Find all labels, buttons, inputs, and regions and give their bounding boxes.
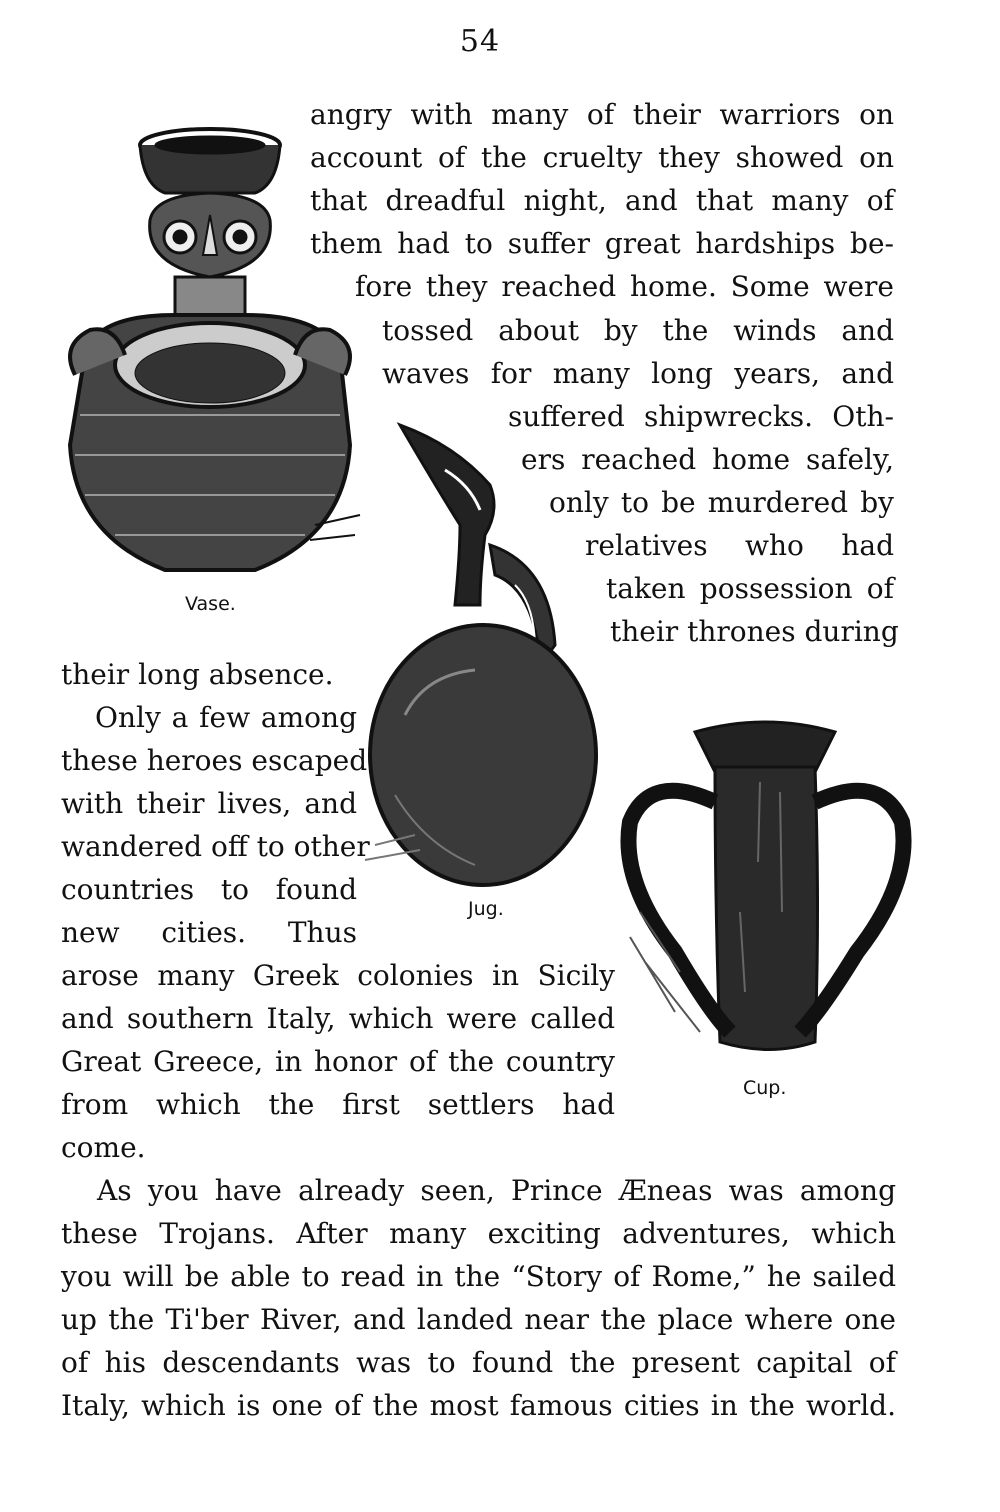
text-line: Great Greece, in honor of the country: [61, 1045, 615, 1078]
text-line: you will be able to read in the “Story of Rome,” he sailed: [61, 1260, 896, 1293]
jug-caption: Jug.: [468, 898, 504, 920]
text-line: new cities. Thus: [61, 916, 357, 949]
text-line: fore they reached home. Some were: [355, 270, 894, 303]
text-line: angry with many of their warriors on: [310, 98, 894, 131]
text-line: waves for many long years, and: [382, 357, 894, 390]
text-line: these heroes escaped: [61, 744, 368, 777]
text-line: with their lives, and: [61, 787, 357, 820]
cup-caption: Cup.: [743, 1077, 787, 1099]
text-line: their thrones during: [610, 615, 899, 648]
vase-caption: Vase.: [185, 593, 236, 615]
text-line: that dreadful night, and that many of: [310, 184, 894, 217]
text-line: wandered off to other: [61, 830, 370, 863]
cup-icon: [620, 712, 915, 1062]
text-line: them had to suffer great hardships be-: [310, 227, 894, 260]
text-line: their long absence.: [61, 658, 334, 691]
page-number: 54: [459, 24, 501, 59]
text-line: relatives who had: [585, 529, 894, 562]
text-line: and southern Italy, which were called: [61, 1002, 615, 1035]
text-line: of his descendants was to found the present capital of: [61, 1346, 896, 1379]
text-line: As you have already seen, Prince Æneas was among: [97, 1174, 896, 1207]
text-line: only to be murdered by: [549, 486, 894, 519]
text-line: arose many Greek colonies in Sicily: [61, 959, 615, 992]
text-line: account of the cruelty they showed on: [310, 141, 894, 174]
text-line: suffered shipwrecks. Oth-: [508, 400, 894, 433]
text-line: up the Ti'ber River, and landed near the place where one: [61, 1303, 896, 1336]
text-line: tossed about by the winds and: [382, 314, 894, 347]
text-line: Only a few among: [95, 701, 357, 734]
text-line: Italy, which is one of the most famous cities in the world.: [61, 1389, 896, 1422]
text-line: countries to found: [61, 873, 357, 906]
text-line: taken possession of: [606, 572, 894, 605]
text-line: these Trojans. After many exciting adventures, which: [61, 1217, 896, 1250]
text-line: from which the first settlers had: [61, 1088, 615, 1121]
text-line: come.: [61, 1131, 146, 1164]
text-line: ers reached home safely,: [521, 443, 894, 476]
